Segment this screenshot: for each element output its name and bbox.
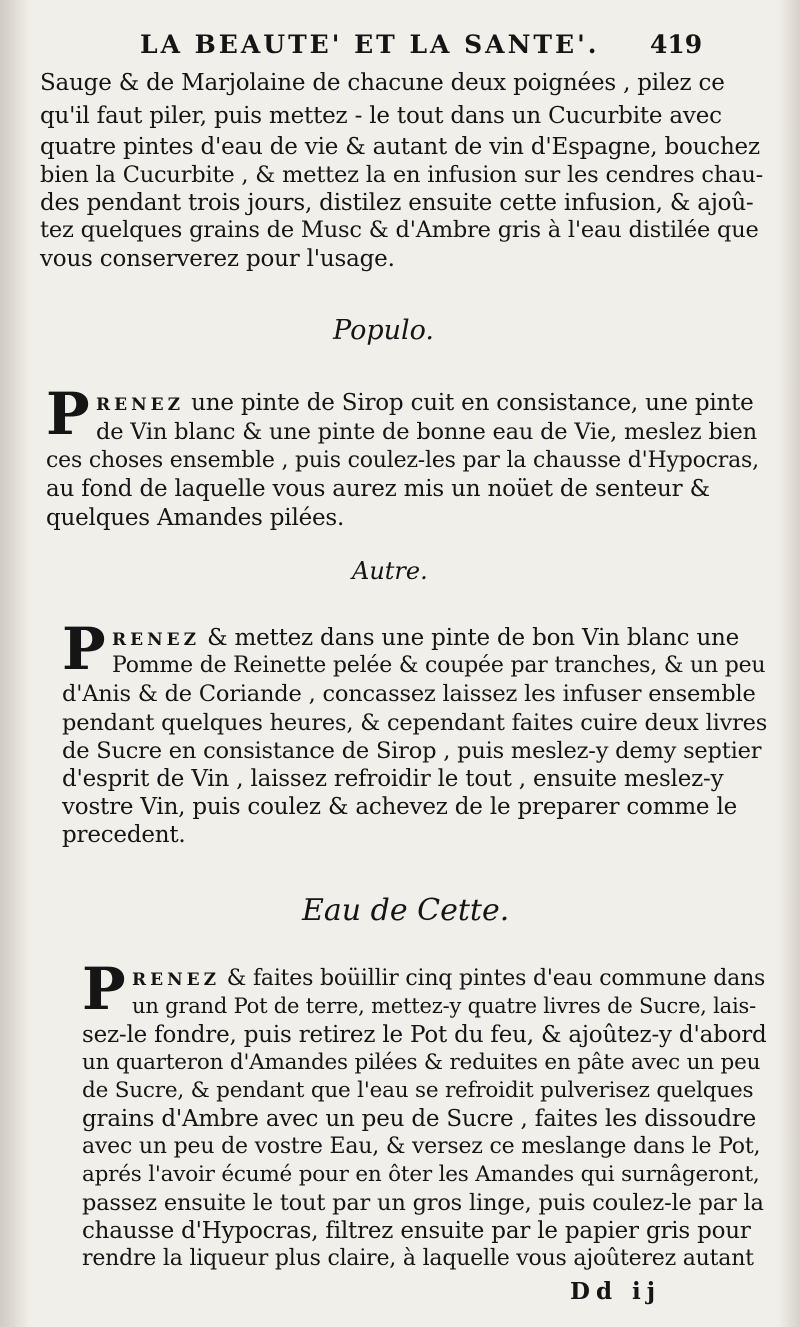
line-text: & mettez dans une pinte de bon Vin blanc une: [207, 625, 740, 651]
line-text: & faites boüillir cinq pintes d'eau commune dans: [226, 966, 766, 991]
paragraph-line: avec un peu de vostre Eau, & versez ce meslange dans le Pot,: [82, 1134, 761, 1159]
paragraph-first-line: [112, 625, 739, 651]
paragraph-line: grains d'Ambre avec un peu de Sucre , faites les dissoudre: [82, 1106, 757, 1132]
paragraph-first-line: [132, 966, 765, 991]
smallcaps-word: RENEZ: [112, 630, 200, 650]
page-edge-shadow: [778, 0, 800, 1327]
intro-line: qu'il faut piler, puis mettez - le tout dans un Cucurbite avec: [40, 103, 722, 129]
paragraph-line: un grand Pot de terre, mettez-y quatre livres de Sucre, lais-: [132, 994, 756, 1018]
drop-cap: P: [62, 615, 106, 683]
page-gutter-shadow: [0, 0, 30, 1327]
line-text: une pinte de Sirop cuit en consistance, une pinte: [191, 390, 754, 416]
smallcaps-word: RENEZ: [96, 395, 184, 415]
section-heading: Autre.: [352, 557, 428, 585]
intro-line: tez quelques grains de Musc & d'Ambre gris à l'eau distilée que: [40, 217, 759, 243]
paragraph-line: un quarteron d'Amandes pilées & reduites en pâte avec un peu: [82, 1050, 761, 1075]
paragraph-line: Pomme de Reinette pelée & coupée par tranches, & un peu: [112, 653, 766, 678]
section-heading: Populo.: [333, 315, 434, 346]
intro-line: bien la Cucurbite , & mettez la en infusion sur les cendres chau-: [40, 162, 764, 188]
paragraph-line: aprés l'avoir écumé pour en ôter les Amandes qui surnâgeront,: [82, 1162, 760, 1187]
intro-line: des pendant trois jours, distilez ensuite cette infusion, & ajoû-: [40, 190, 754, 216]
paragraph-line: ces choses ensemble , puis coulez-les par la chausse d'Hypocras,: [46, 448, 759, 473]
paragraph-line: de Sucre en consistance de Sirop , puis meslez-y demy septier: [62, 738, 762, 764]
intro-line: Sauge & de Marjolaine de chacune deux poignées , pilez ce: [40, 70, 725, 96]
paragraph-line: au fond de laquelle vous aurez mis un noüet de senteur &: [46, 476, 710, 502]
paragraph-line: chausse d'Hypocras, filtrez ensuite par le papier gris pour: [82, 1218, 751, 1244]
paragraph-line: passez ensuite le tout par un gros linge, puis coulez-le par la: [82, 1190, 764, 1216]
paragraph-line: vostre Vin, puis coulez & achevez de le preparer comme le: [62, 794, 738, 820]
paragraph-line: d'Anis & de Coriande , concassez laissez les infuser ensemble: [62, 681, 756, 707]
paragraph-line: sez-le fondre, puis retirez le Pot du feu, & ajoûtez-y d'abord: [82, 1022, 767, 1048]
signature-mark: Dd ij: [570, 1278, 662, 1305]
paragraph-line: d'esprit de Vin , laissez refroidir le tout , ensuite meslez-y: [62, 766, 724, 792]
smallcaps-word: RENEZ: [132, 970, 220, 990]
paragraph-line: quelques Amandes pilées.: [46, 505, 345, 531]
intro-line: quatre pintes d'eau de vie & autant de vin d'Espagne, bouchez: [40, 134, 760, 160]
paragraph-line: de Sucre, & pendant que l'eau se refroidit pulverisez quelques: [82, 1078, 754, 1103]
paragraph-line: pendant quelques heures, & cependant faites cuire deux livres: [62, 710, 768, 736]
paragraph-line: de Vin blanc & une pinte de bonne eau de Vie, meslez bien: [96, 419, 757, 445]
intro-line: vous conserverez pour l'usage.: [40, 246, 395, 272]
section-heading: Eau de Cette.: [302, 893, 510, 928]
page-number: 419: [650, 30, 703, 59]
running-title: LA BEAUTE' ET LA SANTE'.: [140, 30, 600, 59]
drop-cap: P: [46, 380, 90, 448]
drop-cap: P: [82, 955, 126, 1023]
paragraph-line: rendre la liqueur plus claire, à laquelle vous ajoûterez autant: [82, 1246, 754, 1271]
paragraph-line: precedent.: [62, 822, 186, 848]
paragraph-first-line: [96, 390, 754, 416]
